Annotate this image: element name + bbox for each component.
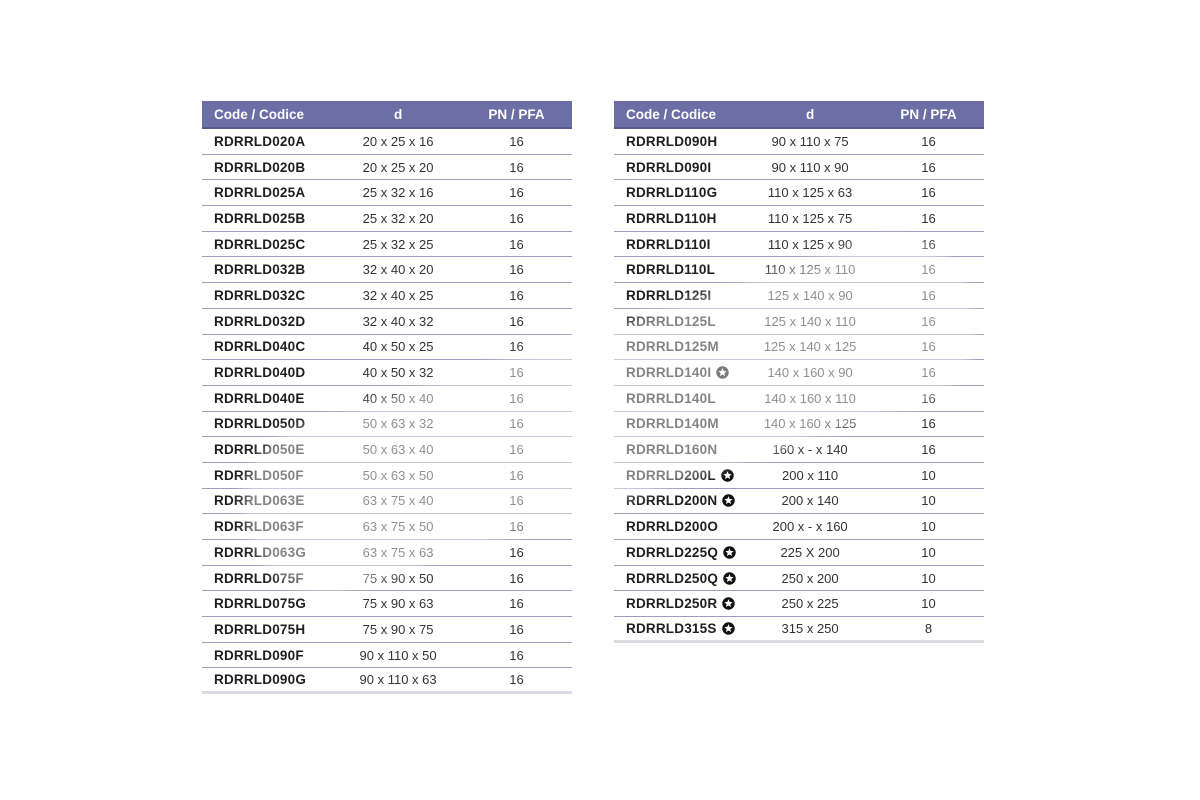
product-code-cell [202,365,335,380]
table-row [202,668,572,694]
product-code-cell [614,596,747,611]
product-code: RDRRLD110G [626,185,718,201]
product-code-cell [614,314,747,329]
pn-pfa-cell: 16 [509,236,524,252]
product-code: RDRRLD090F [214,647,304,663]
pn-pfa-cell: 16 [921,236,936,252]
dimension-cell: 200 x 140 [781,493,839,509]
product-code-cell [202,339,335,354]
pn-pfa-cell: 16 [509,159,524,175]
product-code-cell [202,262,335,277]
table-row [202,232,572,258]
product-code: RDRRLD110H [626,210,717,226]
product-code: RDRRLD200N [626,493,718,509]
table-row [614,283,984,309]
product-code-cell [202,571,335,586]
table-row [202,129,572,155]
product-code: RDRRLD025C [214,236,306,252]
product-code-cell [202,596,335,611]
table-body [202,129,572,694]
product-code: RDRRLD032C [214,287,306,303]
pn-pfa-cell: 16 [509,390,524,406]
pn-pfa-cell: 16 [509,647,524,663]
pn-pfa-cell: 16 [921,210,936,226]
product-code-cell [202,237,335,252]
dimension-cell: 75 x 90 x 50 [362,570,434,586]
dimension-cell: 140 x 160 x 110 [764,390,856,406]
dimension-cell: 125 x 140 x 110 [764,313,856,329]
product-code: RDRRLD160N [626,442,718,458]
product-code-cell [202,672,335,687]
product-code-cell [614,468,747,483]
product-code: RDRRLD090H [626,133,718,149]
product-code: RDRRLD025A [214,185,306,201]
pn-pfa-cell: 16 [921,313,936,329]
star-in-circle-icon [722,622,735,635]
pn-pfa-cell: 10 [921,596,936,612]
table-row [614,180,984,206]
table-row [614,309,984,335]
pn-pfa-cell: 8 [924,620,933,636]
product-code-cell [614,365,747,380]
product-code: RDRRLD225Q [626,544,719,560]
table-row [202,540,572,566]
dimension-cell: 25 x 32 x 20 [362,210,434,226]
product-code: RDRRLD040E [214,390,305,406]
product-code-cell [202,391,335,406]
product-code-cell [614,493,747,508]
table-row [614,617,984,643]
product-code: RDRRLD110I [626,236,711,252]
table-row [202,360,572,386]
product-code-cell [202,545,335,560]
dimension-cell: 315 x 250 [781,620,839,636]
product-code: RDRRLD040C [214,339,306,355]
pn-pfa-cell: 16 [921,159,936,175]
product-code-cell [202,468,335,483]
table-row [202,514,572,540]
product-code: RDRRLD050D [214,416,306,432]
dimension-cell: 20 x 25 x 20 [362,159,434,175]
product-code-cell [202,416,335,431]
product-code-cell [614,621,747,636]
pn-pfa-cell: 16 [921,339,936,355]
table-row [614,591,984,617]
product-code-cell [614,391,747,406]
product-code-cell [614,211,747,226]
product-code: RDRRLD050E [214,442,305,458]
product-code: RDRRLD125I [626,287,712,303]
product-code: RDRRLD075G [214,596,307,612]
table-header-row [614,101,984,129]
pn-pfa-cell: 16 [509,210,524,226]
product-code-cell [614,442,747,457]
product-code-cell [202,648,335,663]
dimension-cell: 125 x 140 x 125 [763,339,857,355]
dimension-cell: 200 x 110 [782,467,839,483]
product-code-cell [202,288,335,303]
product-code: RDRRLD090I [626,159,712,175]
product-code-cell [614,416,747,431]
product-code: RDRRLD315S [626,620,717,636]
column-header-d: d [393,106,403,122]
product-code: RDRRLD032B [214,262,306,278]
pn-pfa-cell: 10 [921,519,936,535]
pn-pfa-cell: 16 [509,467,524,483]
dimension-cell: 63 x 75 x 50 [362,519,434,535]
dimension-cell: 200 x - x 160 [772,519,848,535]
dimension-cell: 50 x 63 x 32 [362,416,434,432]
pn-pfa-cell: 16 [921,416,936,432]
table-row [614,386,984,412]
product-code-cell [202,314,335,329]
product-code-cell [614,545,747,560]
pn-pfa-cell: 10 [921,467,936,483]
table-row [202,591,572,617]
star-in-circle-icon [716,366,729,379]
dimension-cell: 225 X 200 [780,544,840,560]
product-code-cell [614,571,747,586]
dimension-cell: 90 x 110 x 63 [359,672,437,688]
table-row [202,566,572,592]
pn-pfa-cell: 16 [509,287,524,303]
product-code: RDRRLD075H [214,621,306,637]
product-code: RDRRLD110L [626,262,716,278]
product-code: RDRRLD032D [214,313,306,329]
pn-pfa-cell: 16 [921,365,936,381]
table-row [614,257,984,283]
table-row [614,155,984,181]
pn-pfa-cell: 16 [509,621,524,637]
pn-pfa-cell: 16 [509,672,524,688]
dimension-cell: 140 x 160 x 90 [767,365,853,381]
dimension-cell: 50 x 63 x 50 [362,467,434,483]
dimension-cell: 75 x 90 x 63 [362,596,434,612]
pn-pfa-cell: 16 [921,262,936,278]
table-row [614,335,984,361]
pn-pfa-cell: 16 [509,442,524,458]
product-code: RDRRLD040D [214,365,306,381]
dimension-cell: 25 x 32 x 16 [362,185,434,201]
pn-pfa-cell: 16 [921,133,936,149]
table-row [614,437,984,463]
product-code-cell [614,519,747,534]
column-header-pn: PN / PFA [488,106,545,122]
product-code-cell [614,262,747,277]
dimension-cell: 160 x - x 140 [772,442,848,458]
spec-table-left [202,101,572,694]
dimension-cell: 63 x 75 x 63 [362,544,434,560]
product-code: RDRRLD140M [626,416,719,432]
table-row [614,463,984,489]
pn-pfa-cell: 16 [921,185,936,201]
table-row [202,155,572,181]
product-code: RDRRLD125L [626,313,716,329]
pn-pfa-cell: 16 [509,416,524,432]
product-code: RDRRLD250R [626,596,718,612]
table-row [202,437,572,463]
pn-pfa-cell: 10 [921,493,936,509]
pn-pfa-cell: 16 [921,442,936,458]
dimension-cell: 250 x 225 [781,596,839,612]
dimension-cell: 125 x 140 x 90 [767,287,853,303]
product-code: RDRRLD020A [214,133,306,149]
column-header-pn: PN / PFA [900,106,957,122]
dimension-cell: 75 x 90 x 75 [362,621,434,637]
dimension-cell: 90 x 110 x 50 [359,647,437,663]
pn-pfa-cell: 16 [509,570,524,586]
table-row [202,206,572,232]
pn-pfa-cell: 16 [921,390,936,406]
dimension-cell: 40 x 50 x 32 [362,365,434,381]
star-in-circle-icon [722,494,735,507]
product-code-cell [202,519,335,534]
product-code-cell [614,160,747,175]
pn-pfa-cell: 16 [509,519,524,535]
product-code-cell [614,237,747,252]
star-in-circle-icon [722,597,735,610]
dimension-cell: 20 x 25 x 16 [362,133,434,149]
pn-pfa-cell: 16 [509,133,524,149]
column-header-code: Code / Codice [214,106,305,122]
pn-pfa-cell: 16 [509,262,524,278]
product-code: RDRRLD140L [626,390,716,406]
star-in-circle-icon [721,469,734,482]
table-row [614,232,984,258]
dimension-cell: 110 x 125 x 63 [767,185,853,201]
spec-table-right [614,101,984,643]
table-row [614,412,984,438]
product-code-cell [202,211,335,226]
table-row [202,463,572,489]
dimension-cell: 40 x 50 x 40 [362,390,434,406]
table-row [202,335,572,361]
product-code: RDRRLD090G [214,672,307,688]
table-row [202,180,572,206]
product-code-cell [614,185,747,200]
table-row [614,206,984,232]
dimension-cell: 140 x 160 x 125 [763,416,857,432]
dimension-cell: 250 x 200 [781,570,839,586]
table-row [202,283,572,309]
dimension-cell: 90 x 110 x 75 [771,133,849,149]
product-code-cell [202,185,335,200]
dimension-cell: 40 x 50 x 25 [362,339,434,355]
dimension-cell: 32 x 40 x 32 [362,313,434,329]
dimension-cell: 32 x 40 x 25 [362,287,434,303]
table-body [614,129,984,643]
product-code-cell [614,134,747,149]
product-code: RDRRLD125M [626,339,719,355]
pn-pfa-cell: 16 [509,313,524,329]
dimension-cell: 25 x 32 x 25 [362,236,434,252]
table-header-row [202,101,572,129]
product-code-cell [614,339,747,354]
table-row [614,360,984,386]
column-header-code: Code / Codice [626,106,717,122]
table-row [614,489,984,515]
product-code: RDRRLD063E [214,493,305,509]
product-code: RDRRLD075F [214,570,304,586]
table-row [614,129,984,155]
table-row [202,309,572,335]
table-row [202,489,572,515]
product-code-cell [202,160,335,175]
table-row [202,386,572,412]
dimension-cell: 110 x 125 x 110 [764,262,856,278]
table-row [614,566,984,592]
dimension-cell: 50 x 63 x 40 [362,442,434,458]
table-row [202,617,572,643]
product-code-cell [202,493,335,508]
table-row [202,257,572,283]
pn-pfa-cell: 16 [509,185,524,201]
product-code: RDRRLD025B [214,210,306,226]
pn-pfa-cell: 16 [509,339,524,355]
star-in-circle-icon [723,572,736,585]
pn-pfa-cell: 16 [509,544,524,560]
product-code-cell [614,288,747,303]
product-code: RDRRLD200O [626,519,719,535]
pn-pfa-cell: 16 [509,596,524,612]
star-in-circle-icon [723,546,736,559]
table-row [202,412,572,438]
dimension-cell: 32 x 40 x 20 [362,262,434,278]
table-row [614,540,984,566]
product-code-cell [202,134,335,149]
product-code: RDRRLD200L [626,467,716,483]
product-code: RDRRLD250Q [626,570,719,586]
product-code: RDRRLD020B [214,159,306,175]
product-code-cell [202,442,335,457]
column-header-d: d [805,106,815,122]
product-code-cell [202,622,335,637]
pn-pfa-cell: 16 [509,493,524,509]
product-code: RDRRLD063G [214,544,307,560]
product-code: RDRRLD063F [214,519,304,535]
pn-pfa-cell: 10 [921,544,936,560]
table-row [614,514,984,540]
dimension-cell: 110 x 125 x 90 [767,236,853,252]
dimension-cell: 110 x 125 x 75 [767,210,853,226]
pn-pfa-cell: 16 [921,287,936,303]
pn-pfa-cell: 16 [509,365,524,381]
dimension-cell: 90 x 110 x 90 [771,159,849,175]
product-code: RDRRLD140I [626,365,712,381]
table-row [202,643,572,669]
product-code: RDRRLD050F [214,467,304,483]
dimension-cell: 63 x 75 x 40 [362,493,434,509]
pn-pfa-cell: 10 [921,570,936,586]
